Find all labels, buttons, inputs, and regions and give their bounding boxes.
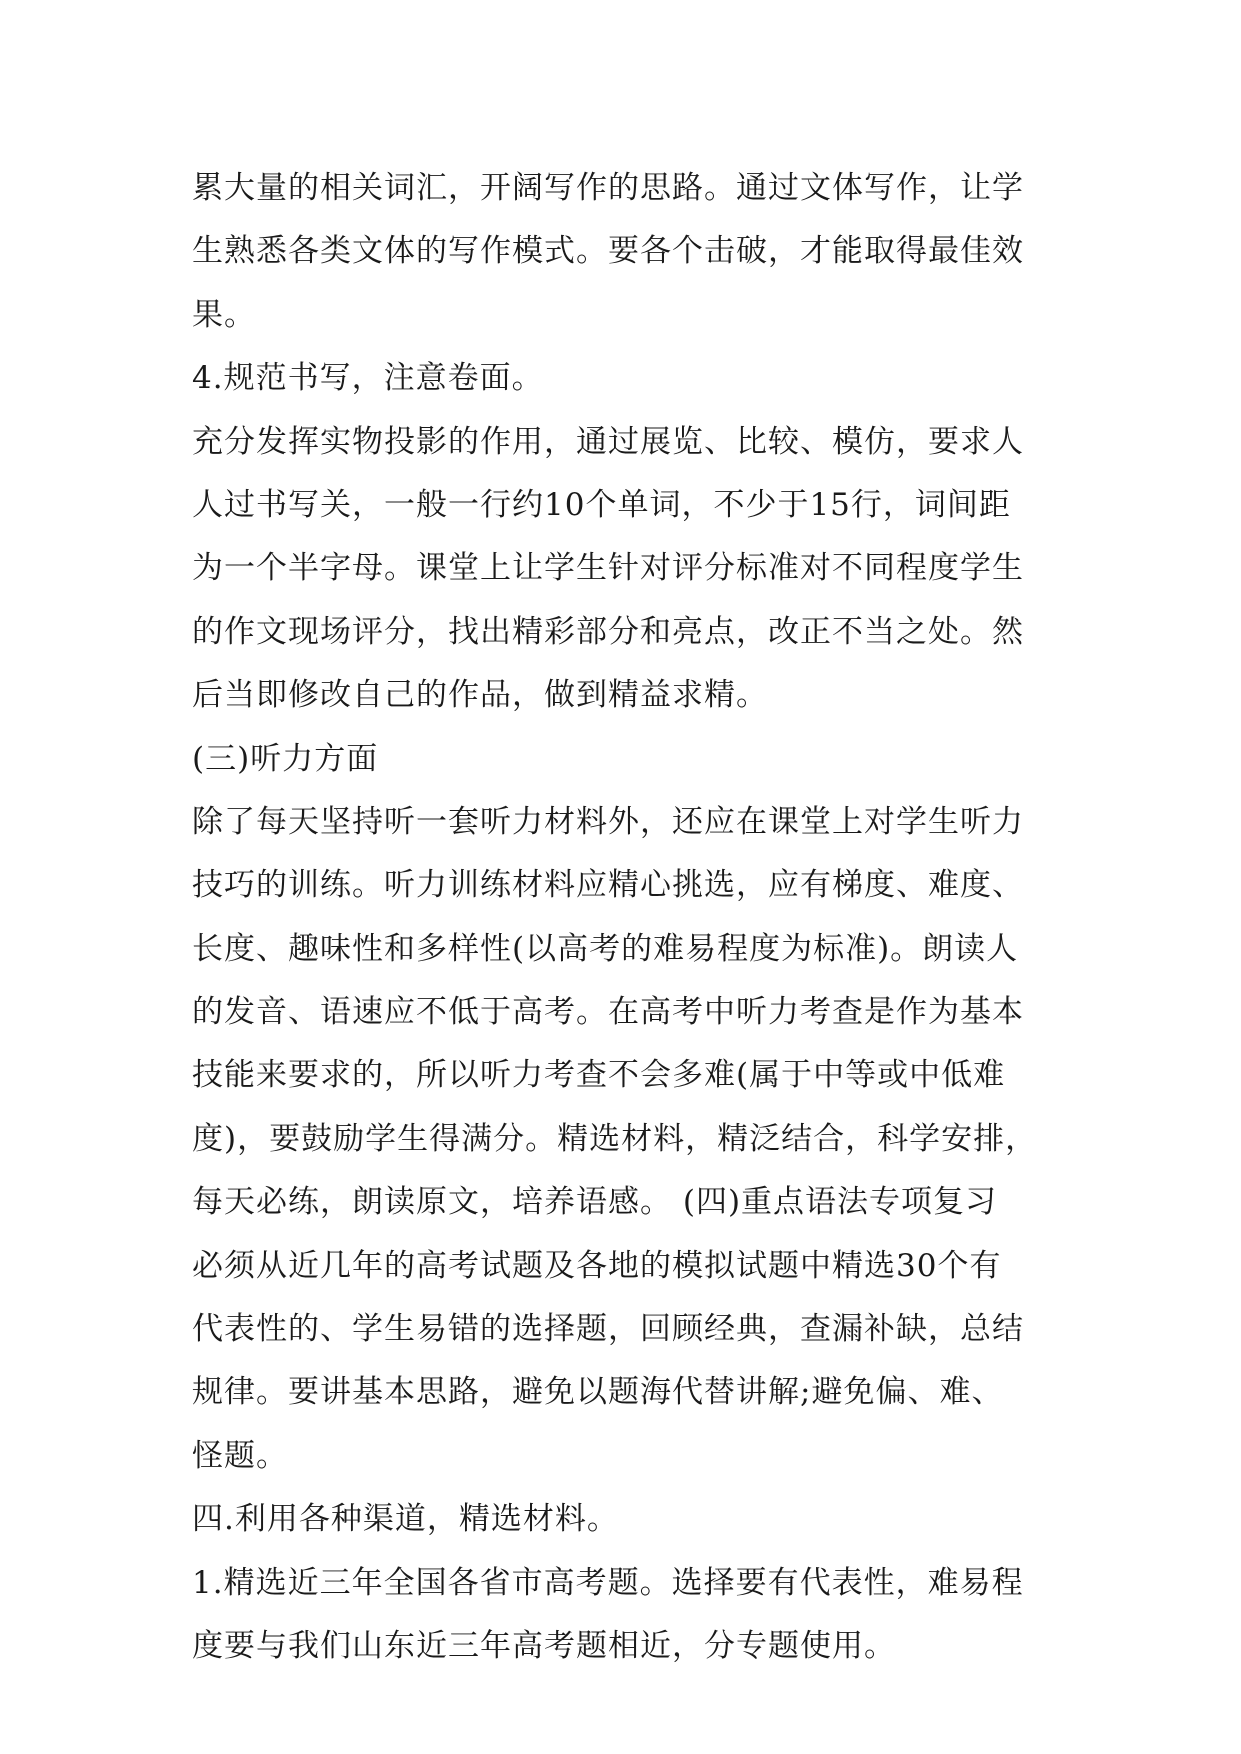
text-line: 人过书写关，一般一行约10个单词，不少于15行，词间距 xyxy=(192,486,1011,523)
text-line: 1.精选近三年全国各省市高考题。选择要有代表性，难易程 xyxy=(192,1564,1024,1601)
text-line: 累大量的相关词汇，开阔写作的思路。通过文体写作，让学 xyxy=(192,170,1024,206)
text-line: 后当即修改自己的作品，做到精益求精。 xyxy=(192,677,768,714)
text-line: 度)，要鼓励学生得满分。精选材料，精泛结合，科学安排， xyxy=(192,1120,1038,1157)
text-line: 充分发挥实物投影的作用，通过展览、比较、模仿，要求人 xyxy=(192,423,1024,460)
document-body xyxy=(192,157,1072,1678)
section-heading: (三)听力方面 xyxy=(192,740,379,777)
text-line: 度要与我们山东近三年高考题相近，分专题使用。 xyxy=(192,1627,896,1664)
text-line: 技能来要求的，所以听力考查不会多难(属于中等或中低难 xyxy=(192,1057,1006,1094)
text-line: 必须从近几年的高考试题及各地的模拟试题中精选30个有 xyxy=(192,1247,1002,1284)
text-line: 的发音、语速应不低于高考。在高考中听力考查是作为基本 xyxy=(192,994,1024,1031)
text-line: 除了每天坚持听一套听力材料外，还应在课堂上对学生听力 xyxy=(192,803,1024,840)
text-line: 怪题。 xyxy=(192,1437,288,1474)
text-line: 长度、趣味性和多样性(以高考的难易程度为标准)。朗读人 xyxy=(192,930,1019,967)
text-line: 生熟悉各类文体的写作模式。要各个击破，才能取得最佳效 xyxy=(192,233,1024,270)
text-line: 每天必练，朗读原文，培养语感。 (四)重点语法专项复习 xyxy=(192,1184,998,1221)
text-line: 规律。要讲基本思路，避免以题海代替讲解;避免偏、难、 xyxy=(192,1374,1004,1411)
text-line: 代表性的、学生易错的选择题，回顾经典，查漏补缺，总结 xyxy=(192,1311,1024,1348)
text-line: 的作文现场评分，找出精彩部分和亮点，改正不当之处。然 xyxy=(192,613,1024,650)
section-heading: 4.规范书写，注意卷面。 xyxy=(192,360,544,397)
text-line: 为一个半字母。课堂上让学生针对评分标准对不同程度学生 xyxy=(192,550,1024,587)
text-line: 果。 xyxy=(192,296,256,333)
text-line: 技巧的训练。听力训练材料应精心挑选，应有梯度、难度、 xyxy=(192,867,1024,904)
section-heading: 四.利用各种渠道，精选材料。 xyxy=(192,1501,619,1538)
